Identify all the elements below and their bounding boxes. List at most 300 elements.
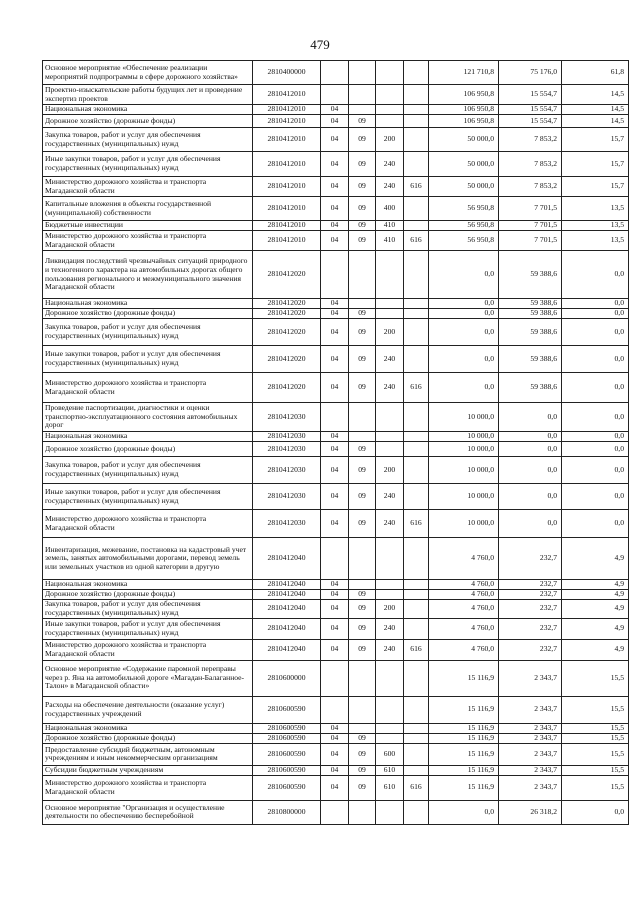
approved-amount: 4 760,0: [429, 589, 499, 599]
expense-type-code: 240: [376, 618, 404, 639]
administrator-code: [404, 660, 429, 696]
execution-percent: 14,5: [562, 105, 629, 115]
target-article-code: 2810600590: [253, 765, 321, 775]
row-name: Министерство дорожного хозяйства и транспорта Магаданской области: [43, 775, 253, 800]
expense-type-code: 200: [376, 319, 404, 346]
approved-amount: 56 950,8: [429, 197, 499, 221]
expense-type-code: 240: [376, 484, 404, 510]
section-code: 04: [321, 639, 349, 660]
administrator-code: [404, 538, 429, 580]
execution-percent: 15,5: [562, 775, 629, 800]
expense-type-code: 410: [376, 221, 404, 231]
table-row: [43, 580, 629, 590]
target-article-code: 2810412010: [253, 177, 321, 197]
table-row: [43, 457, 629, 484]
execution-percent: 4,9: [562, 589, 629, 599]
row-name: Дорожное хозяйство (дорожные фонды): [43, 589, 253, 599]
approved-amount: 50 000,0: [429, 128, 499, 152]
section-code: 04: [321, 484, 349, 510]
section-code: 04: [321, 221, 349, 231]
row-name: Основное мероприятие «Содержание паромной переправы через р. Яна на автомобильной дороге «Магадан-Балаганное-Талон» в Магаданской области»: [43, 660, 253, 696]
administrator-code: [404, 589, 429, 599]
section-code: 04: [321, 589, 349, 599]
executed-amount: 0,0: [499, 510, 562, 538]
execution-percent: 4,9: [562, 599, 629, 618]
subsection-code: [349, 299, 376, 309]
expense-type-code: 400: [376, 197, 404, 221]
table-row: [43, 589, 629, 599]
subsection-code: [349, 403, 376, 432]
expense-type-code: 200: [376, 599, 404, 618]
row-name: Субсидии бюджетным учреждениям: [43, 765, 253, 775]
section-code: [321, 85, 349, 105]
row-name: Ликвидация последствий чрезвычайных ситуаций природного и техногенного характера на автомобильных дорогах общего пользования регионального и межмуниципального значения Магаданской области: [43, 251, 253, 299]
executed-amount: 59 388,6: [499, 319, 562, 346]
section-code: 04: [321, 319, 349, 346]
approved-amount: 4 760,0: [429, 538, 499, 580]
expense-type-code: [376, 61, 404, 85]
table-row: [43, 346, 629, 373]
table-row: [43, 221, 629, 231]
executed-amount: 7 853,2: [499, 177, 562, 197]
target-article-code: 2810412010: [253, 115, 321, 128]
executed-amount: 2 343,7: [499, 743, 562, 765]
row-name: Национальная экономика: [43, 105, 253, 115]
section-code: 04: [321, 432, 349, 442]
target-article-code: 2810800000: [253, 800, 321, 824]
table-row: [43, 319, 629, 346]
section-code: 04: [321, 510, 349, 538]
expense-type-code: [376, 538, 404, 580]
expense-type-code: 410: [376, 231, 404, 251]
execution-percent: 15,5: [562, 733, 629, 743]
approved-amount: 15 116,9: [429, 743, 499, 765]
subsection-code: [349, 105, 376, 115]
approved-amount: 10 000,0: [429, 484, 499, 510]
administrator-code: [404, 580, 429, 590]
executed-amount: 7 701,5: [499, 197, 562, 221]
execution-percent: 15,5: [562, 696, 629, 723]
execution-percent: 0,0: [562, 299, 629, 309]
expense-type-code: [376, 403, 404, 432]
administrator-code: [404, 299, 429, 309]
administrator-code: [404, 800, 429, 824]
executed-amount: 7 701,5: [499, 221, 562, 231]
subsection-code: [349, 580, 376, 590]
section-code: 04: [321, 115, 349, 128]
approved-amount: 10 000,0: [429, 510, 499, 538]
section-code: 04: [321, 346, 349, 373]
target-article-code: 2810412020: [253, 299, 321, 309]
section-code: [321, 61, 349, 85]
expense-type-code: [376, 800, 404, 824]
table-row: [43, 115, 629, 128]
table-row: [43, 800, 629, 824]
target-article-code: 2810600590: [253, 743, 321, 765]
section-code: 04: [321, 177, 349, 197]
row-name: Основное мероприятие "Организация и осуществление деятельности по обеспечению бесперебойной: [43, 800, 253, 824]
target-article-code: 2810600590: [253, 696, 321, 723]
target-article-code: 2810412010: [253, 152, 321, 177]
administrator-code: [404, 733, 429, 743]
table-row: [43, 743, 629, 765]
administrator-code: [404, 442, 429, 457]
approved-amount: 4 760,0: [429, 580, 499, 590]
row-name: Закупка товаров, работ и услуг для обеспечения государственных (муниципальных) нужд: [43, 128, 253, 152]
administrator-code: [404, 221, 429, 231]
expense-type-code: [376, 442, 404, 457]
section-code: [321, 800, 349, 824]
subsection-code: [349, 432, 376, 442]
executed-amount: 232,7: [499, 599, 562, 618]
target-article-code: 2810412010: [253, 197, 321, 221]
subsection-code: [349, 696, 376, 723]
target-article-code: 2810412040: [253, 580, 321, 590]
row-name: Инвентаризация, межевание, постановка на кадастровый учет земель, занятых автомобильными дорогами, перевод земель или земельных участков из одной категории в другую: [43, 538, 253, 580]
target-article-code: 2810412020: [253, 251, 321, 299]
administrator-code: [404, 403, 429, 432]
row-name: Проведение паспортизации, диагностики и оценки транспортно-эксплуатационного состояния автомобильных дорог: [43, 403, 253, 432]
administrator-code: [404, 105, 429, 115]
expense-type-code: [376, 723, 404, 733]
approved-amount: 15 116,9: [429, 723, 499, 733]
executed-amount: 232,7: [499, 639, 562, 660]
section-code: 04: [321, 618, 349, 639]
subsection-code: 09: [349, 733, 376, 743]
executed-amount: 59 388,6: [499, 309, 562, 319]
subsection-code: [349, 723, 376, 733]
target-article-code: 2810412010: [253, 105, 321, 115]
expense-type-code: 610: [376, 765, 404, 775]
execution-percent: 15,5: [562, 723, 629, 733]
subsection-code: [349, 800, 376, 824]
execution-percent: 0,0: [562, 251, 629, 299]
section-code: [321, 403, 349, 432]
section-code: 04: [321, 373, 349, 403]
execution-percent: 4,9: [562, 580, 629, 590]
subsection-code: [349, 538, 376, 580]
target-article-code: 2810412030: [253, 457, 321, 484]
section-code: 04: [321, 599, 349, 618]
approved-amount: 4 760,0: [429, 599, 499, 618]
execution-percent: 4,9: [562, 538, 629, 580]
executed-amount: 2 343,7: [499, 775, 562, 800]
execution-percent: 14,5: [562, 115, 629, 128]
approved-amount: 10 000,0: [429, 432, 499, 442]
approved-amount: 50 000,0: [429, 177, 499, 197]
section-code: 04: [321, 197, 349, 221]
table-row: [43, 484, 629, 510]
subsection-code: 09: [349, 221, 376, 231]
subsection-code: 09: [349, 765, 376, 775]
row-name: Иные закупки товаров, работ и услуг для обеспечения государственных (муниципальных) нужд: [43, 484, 253, 510]
administrator-code: [404, 484, 429, 510]
executed-amount: 0,0: [499, 457, 562, 484]
executed-amount: 2 343,7: [499, 723, 562, 733]
page-number: 479: [310, 37, 330, 52]
executed-amount: 2 343,7: [499, 696, 562, 723]
row-name: Основное мероприятие «Обеспечение реализации мероприятий подпрограммы в сфере дорожного хозяйства»: [43, 61, 253, 85]
row-name: Иные закупки товаров, работ и услуг для обеспечения государственных (муниципальных) нужд: [43, 346, 253, 373]
table-row: [43, 442, 629, 457]
table-row: [43, 61, 629, 85]
executed-amount: 0,0: [499, 403, 562, 432]
administrator-code: [404, 696, 429, 723]
execution-percent: 0,0: [562, 309, 629, 319]
approved-amount: 50 000,0: [429, 152, 499, 177]
administrator-code: 616: [404, 177, 429, 197]
row-name: Дорожное хозяйство (дорожные фонды): [43, 115, 253, 128]
executed-amount: 0,0: [499, 442, 562, 457]
target-article-code: 2810600590: [253, 733, 321, 743]
administrator-code: [404, 115, 429, 128]
subsection-code: 09: [349, 484, 376, 510]
approved-amount: 15 116,9: [429, 660, 499, 696]
section-code: 04: [321, 128, 349, 152]
executed-amount: 59 388,6: [499, 346, 562, 373]
approved-amount: 106 950,8: [429, 85, 499, 105]
section-code: [321, 660, 349, 696]
row-name: Дорожное хозяйство (дорожные фонды): [43, 442, 253, 457]
subsection-code: 09: [349, 743, 376, 765]
administrator-code: [404, 723, 429, 733]
table-row: [43, 765, 629, 775]
approved-amount: 0,0: [429, 346, 499, 373]
approved-amount: 10 000,0: [429, 442, 499, 457]
approved-amount: 0,0: [429, 800, 499, 824]
execution-percent: 0,0: [562, 346, 629, 373]
expense-type-code: 240: [376, 373, 404, 403]
subsection-code: 09: [349, 639, 376, 660]
section-code: 04: [321, 442, 349, 457]
execution-percent: 4,9: [562, 639, 629, 660]
section-code: 04: [321, 457, 349, 484]
table-row: [43, 128, 629, 152]
table-row: [43, 723, 629, 733]
execution-percent: 0,0: [562, 403, 629, 432]
table-row: [43, 231, 629, 251]
target-article-code: 2810412030: [253, 484, 321, 510]
subsection-code: 09: [349, 152, 376, 177]
section-code: [321, 251, 349, 299]
section-code: 04: [321, 152, 349, 177]
target-article-code: 2810412040: [253, 599, 321, 618]
target-article-code: 2810600590: [253, 723, 321, 733]
execution-percent: 15,5: [562, 765, 629, 775]
target-article-code: 2810412040: [253, 639, 321, 660]
target-article-code: 2810412010: [253, 231, 321, 251]
administrator-code: [404, 251, 429, 299]
executed-amount: 75 176,0: [499, 61, 562, 85]
execution-percent: 15,7: [562, 128, 629, 152]
approved-amount: 0,0: [429, 251, 499, 299]
expense-type-code: 240: [376, 152, 404, 177]
execution-percent: 15,5: [562, 660, 629, 696]
target-article-code: 2810600000: [253, 660, 321, 696]
table-row: [43, 510, 629, 538]
row-name: Министерство дорожного хозяйства и транспорта Магаданской области: [43, 177, 253, 197]
approved-amount: 15 116,9: [429, 733, 499, 743]
section-code: 04: [321, 231, 349, 251]
row-name: Иные закупки товаров, работ и услуг для обеспечения государственных (муниципальных) нужд: [43, 152, 253, 177]
execution-percent: 13,5: [562, 197, 629, 221]
row-name: Дорожное хозяйство (дорожные фонды): [43, 733, 253, 743]
target-article-code: 2810412030: [253, 510, 321, 538]
executed-amount: 15 554,7: [499, 115, 562, 128]
row-name: Бюджетные инвестиции: [43, 221, 253, 231]
administrator-code: 616: [404, 373, 429, 403]
row-name: Закупка товаров, работ и услуг для обеспечения государственных (муниципальных) нужд: [43, 457, 253, 484]
administrator-code: 616: [404, 639, 429, 660]
section-code: 04: [321, 733, 349, 743]
administrator-code: [404, 85, 429, 105]
table-row: [43, 660, 629, 696]
target-article-code: 2810412020: [253, 319, 321, 346]
execution-percent: 0,0: [562, 442, 629, 457]
table-row: [43, 538, 629, 580]
approved-amount: 121 710,8: [429, 61, 499, 85]
section-code: 04: [321, 299, 349, 309]
target-article-code: 2810412040: [253, 538, 321, 580]
row-name: Министерство дорожного хозяйства и транспорта Магаданской области: [43, 510, 253, 538]
expense-type-code: 240: [376, 346, 404, 373]
subsection-code: [349, 61, 376, 85]
approved-amount: 15 116,9: [429, 765, 499, 775]
approved-amount: 0,0: [429, 373, 499, 403]
row-name: Дорожное хозяйство (дорожные фонды): [43, 309, 253, 319]
approved-amount: 4 760,0: [429, 639, 499, 660]
execution-percent: 15,7: [562, 177, 629, 197]
executed-amount: 59 388,6: [499, 251, 562, 299]
target-article-code: 2810412020: [253, 309, 321, 319]
administrator-code: [404, 457, 429, 484]
execution-percent: 0,0: [562, 457, 629, 484]
subsection-code: 09: [349, 128, 376, 152]
row-name: Проектно-изыскательские работы будущих лет и проведение экспертиз проектов: [43, 85, 253, 105]
administrator-code: 616: [404, 231, 429, 251]
execution-percent: 0,0: [562, 800, 629, 824]
executed-amount: 232,7: [499, 580, 562, 590]
target-article-code: 2810412010: [253, 85, 321, 105]
execution-percent: 13,5: [562, 231, 629, 251]
subsection-code: 09: [349, 510, 376, 538]
subsection-code: 09: [349, 177, 376, 197]
administrator-code: [404, 599, 429, 618]
table-row: [43, 639, 629, 660]
expense-type-code: [376, 589, 404, 599]
approved-amount: 56 950,8: [429, 221, 499, 231]
administrator-code: [404, 152, 429, 177]
execution-percent: 0,0: [562, 373, 629, 403]
row-name: Национальная экономика: [43, 580, 253, 590]
table-row: [43, 599, 629, 618]
approved-amount: 10 000,0: [429, 457, 499, 484]
administrator-code: [404, 346, 429, 373]
table-row: [43, 775, 629, 800]
expense-type-code: 610: [376, 775, 404, 800]
approved-amount: 4 760,0: [429, 618, 499, 639]
executed-amount: 26 318,2: [499, 800, 562, 824]
executed-amount: 7 853,2: [499, 128, 562, 152]
executed-amount: 15 554,7: [499, 105, 562, 115]
table-row: [43, 373, 629, 403]
expense-type-code: 200: [376, 128, 404, 152]
table-row: [43, 733, 629, 743]
expense-type-code: 240: [376, 177, 404, 197]
table-row: [43, 105, 629, 115]
approved-amount: 106 950,8: [429, 115, 499, 128]
subsection-code: 09: [349, 231, 376, 251]
table-row: [43, 177, 629, 197]
table-row: [43, 197, 629, 221]
target-article-code: 2810412020: [253, 373, 321, 403]
table-row: [43, 85, 629, 105]
executed-amount: 232,7: [499, 538, 562, 580]
execution-percent: 14,5: [562, 85, 629, 105]
subsection-code: 09: [349, 618, 376, 639]
executed-amount: 59 388,6: [499, 299, 562, 309]
row-name: Министерство дорожного хозяйства и транспорта Магаданской области: [43, 639, 253, 660]
execution-percent: 4,9: [562, 618, 629, 639]
target-article-code: 2810412030: [253, 432, 321, 442]
table-row: [43, 618, 629, 639]
administrator-code: [404, 432, 429, 442]
row-name: Расходы на обеспечение деятельности (оказание услуг) государственных учреждений: [43, 696, 253, 723]
row-name: Национальная экономика: [43, 432, 253, 442]
expense-type-code: 240: [376, 639, 404, 660]
administrator-code: 616: [404, 510, 429, 538]
execution-percent: 61,8: [562, 61, 629, 85]
section-code: 04: [321, 309, 349, 319]
executed-amount: 0,0: [499, 484, 562, 510]
target-article-code: 2810600590: [253, 775, 321, 800]
administrator-code: [404, 128, 429, 152]
executed-amount: 59 388,6: [499, 373, 562, 403]
subsection-code: 09: [349, 457, 376, 484]
executed-amount: 232,7: [499, 618, 562, 639]
row-name: Закупка товаров, работ и услуг для обеспечения государственных (муниципальных) нужд: [43, 599, 253, 618]
row-name: Предоставление субсидий бюджетным, автономным учреждениям и иным некоммерческим организациям: [43, 743, 253, 765]
executed-amount: 2 343,7: [499, 733, 562, 743]
target-article-code: 2810412020: [253, 346, 321, 373]
section-code: 04: [321, 580, 349, 590]
expense-type-code: [376, 299, 404, 309]
expense-type-code: [376, 309, 404, 319]
execution-percent: 13,5: [562, 221, 629, 231]
target-article-code: 2810412030: [253, 403, 321, 432]
expense-type-code: [376, 432, 404, 442]
expense-type-code: 240: [376, 510, 404, 538]
table-row: [43, 152, 629, 177]
target-article-code: 2810400000: [253, 61, 321, 85]
administrator-code: [404, 319, 429, 346]
expense-type-code: [376, 696, 404, 723]
subsection-code: [349, 660, 376, 696]
section-code: 04: [321, 105, 349, 115]
section-code: [321, 538, 349, 580]
subsection-code: 09: [349, 115, 376, 128]
row-name: Иные закупки товаров, работ и услуг для обеспечения государственных (муниципальных) нужд: [43, 618, 253, 639]
table-row: [43, 403, 629, 432]
subsection-code: 09: [349, 197, 376, 221]
executed-amount: 2 343,7: [499, 660, 562, 696]
subsection-code: 09: [349, 373, 376, 403]
executed-amount: 2 343,7: [499, 765, 562, 775]
expense-type-code: [376, 115, 404, 128]
section-code: 04: [321, 723, 349, 733]
table-row: [43, 309, 629, 319]
expense-type-code: [376, 580, 404, 590]
